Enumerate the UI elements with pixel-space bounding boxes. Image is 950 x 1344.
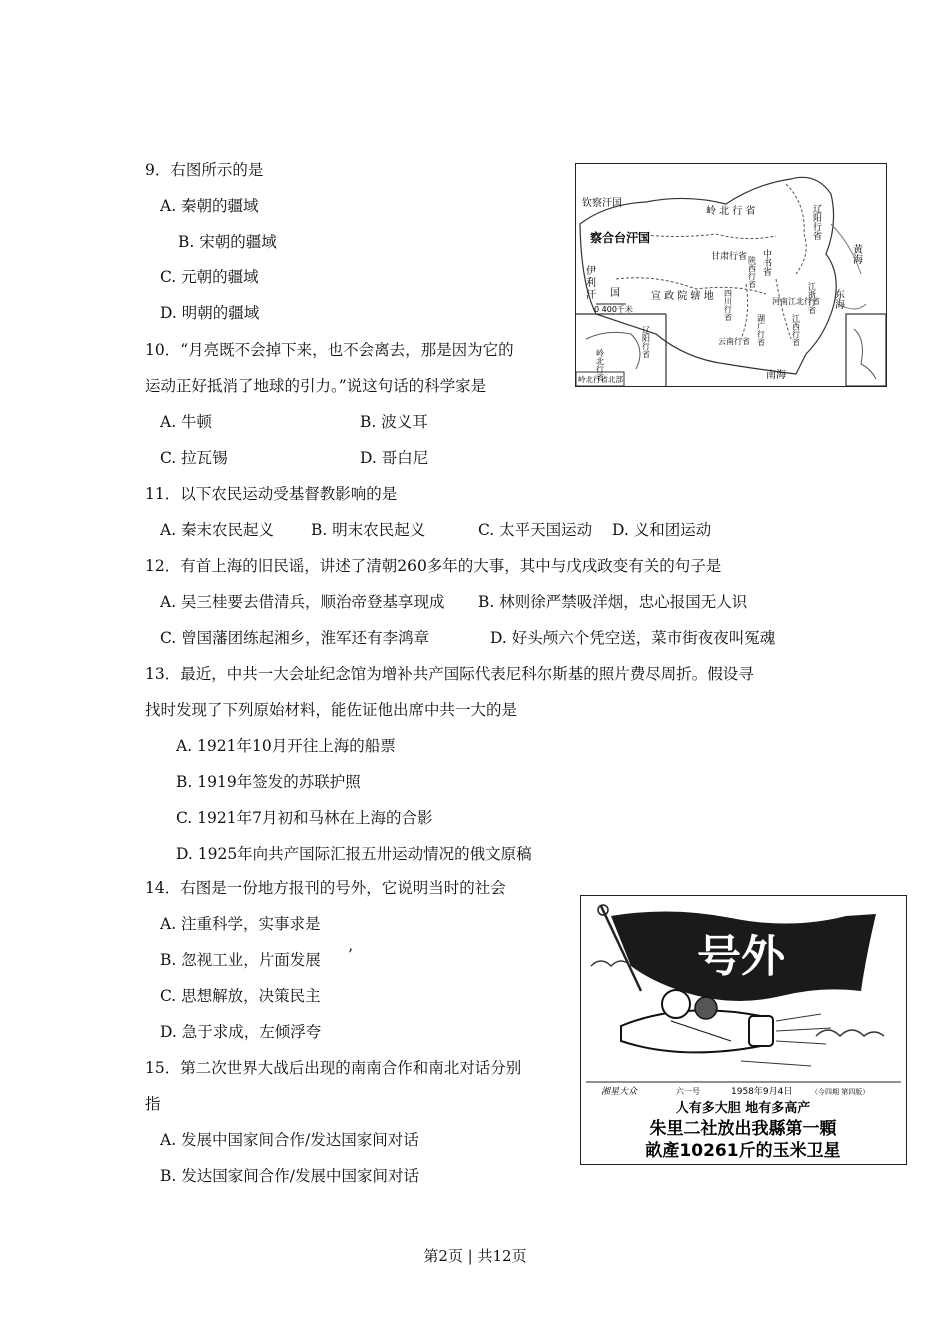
q13-option-b: B. 1919年签发的苏联护照 bbox=[176, 773, 361, 791]
map-label-zhongshu: 中书省 bbox=[761, 249, 771, 276]
map-label-gansu: 甘肃行省 bbox=[711, 252, 748, 262]
q10-option-a: A. 牛顿 bbox=[160, 413, 213, 431]
map-label-xuanzheng: 宣 政 院 辖 地 bbox=[651, 291, 714, 302]
poster-figure-head bbox=[662, 990, 690, 1018]
q15-option-a: A. 发展中国家间合作/发达国家间对话 bbox=[160, 1131, 419, 1149]
poster-headline-2: 朱里二社放出我縣第一顆 bbox=[649, 1119, 837, 1139]
map-label-yunnan: 云南行省 bbox=[718, 337, 750, 346]
q11-option-b: B. 明末农民起义 bbox=[311, 521, 426, 539]
q12-option-c: C. 曾国藩团练起湘乡，淮军还有李鸿章 bbox=[160, 629, 430, 647]
map-label-yili: 伊 bbox=[586, 266, 596, 277]
q10-option-d: D. 哥白尼 bbox=[360, 449, 429, 467]
q9-option-c: C. 元朝的疆域 bbox=[160, 268, 259, 286]
q12-option-a: A. 吴三桂要去借清兵，顺治帝登基享现成 bbox=[160, 593, 445, 611]
q15-stem-line2: 指 bbox=[145, 1095, 161, 1113]
map-label-jiangzhe: 江浙行省 bbox=[807, 282, 817, 314]
q9-option-d: D. 明朝的疆域 bbox=[160, 304, 260, 322]
poster-date: 1958年9月4日 bbox=[731, 1087, 793, 1097]
q13-option-a: A. 1921年10月开往上海的船票 bbox=[176, 737, 396, 755]
q12-option-b: B. 林则徐严禁吸洋烟，忠心报国无人识 bbox=[478, 593, 748, 611]
map-label-lingbei: 岭 北 行 省 bbox=[706, 206, 756, 217]
q10-option-b: B. 波义耳 bbox=[360, 413, 428, 431]
q13-option-c: C. 1921年7月初和马林在上海的合影 bbox=[176, 809, 433, 827]
map-label-guo: 国 bbox=[610, 288, 620, 299]
q14-option-c: C. 思想解放，决策民主 bbox=[160, 987, 321, 1005]
q13-stem-line2: 找时发现了下列原始材料，能佐证他出席中共一大的是 bbox=[145, 701, 518, 719]
q10-stem-line1: 10．“月亮既不会掉下来，也不会离去，那是因为它的 bbox=[145, 341, 514, 359]
map-label-han: 汗 bbox=[586, 290, 596, 301]
q11-option-d: D. 义和团运动 bbox=[612, 521, 712, 539]
q9-option-a: A. 秦朝的疆域 bbox=[160, 197, 259, 215]
q14-option-b: B. 忽视工业，片面发展 bbox=[160, 951, 321, 969]
q12-option-d: D. 好头颅六个凭空送，菜市街夜夜叫冤魂 bbox=[490, 629, 776, 647]
q11-stem: 11．以下农民运动受基督教影响的是 bbox=[145, 485, 398, 503]
map-label-li: 利 bbox=[586, 278, 596, 289]
poster-svg bbox=[581, 896, 906, 1164]
map-label-liaoyang: 辽阳行省 bbox=[811, 204, 821, 240]
poster-headline-1: 人有多大胆 地有多高产 bbox=[675, 1101, 811, 1116]
map-scale-label: 0 400千米 bbox=[594, 305, 633, 314]
q14-option-a: A. 注重科学，实事求是 bbox=[160, 915, 321, 933]
poster-note: （今四期 第四版） bbox=[811, 1088, 870, 1096]
map-label-chahetai: 察合台汗国 bbox=[590, 231, 651, 245]
q9-option-b: B. 宋朝的疆域 bbox=[178, 233, 277, 251]
map-label-sichuan: 四川行省 bbox=[723, 289, 733, 321]
map-svg bbox=[576, 164, 886, 386]
q15-option-b: B. 发达国家间合作/发展中国家间对话 bbox=[160, 1167, 419, 1185]
q11-option-c: C. 太平天国运动 bbox=[478, 521, 593, 539]
poster-masthead: 湘星大众 bbox=[601, 1087, 638, 1097]
map-label-nanhai: 南海 bbox=[766, 370, 786, 381]
q11-option-a: A. 秦末农民起义 bbox=[160, 521, 275, 539]
q12-stem: 12．有首上海的旧民谣，讲述了清朝260多年的大事，其中与戊戌政变有关的句子是 bbox=[145, 557, 722, 575]
q14-stem: 14．右图是一份地方报刊的号外，它说明当时的社会 bbox=[145, 879, 506, 897]
map-label-qincha: 钦察汗国 bbox=[582, 198, 622, 209]
q15-stem-line1: 15．第二次世界大战后出现的南南合作和南北对话分别 bbox=[145, 1059, 522, 1077]
map-label-huguang: 湖广行省 bbox=[756, 314, 766, 346]
q9-stem: 9．右图所示的是 bbox=[145, 161, 264, 179]
poster-headline-3: 畝產10261斤的玉米卫星 bbox=[645, 1141, 841, 1161]
q13-stem-line1: 13．最近，中共一大会址纪念馆为增补共产国际代表尼科尔斯基的照片费尽周折。假设寻 bbox=[145, 665, 754, 683]
map-label-jiangxi: 江西行省 bbox=[791, 314, 801, 346]
map-inset-label-lingbei: 岭北行省 bbox=[595, 349, 605, 381]
poster-issue: 六一号 bbox=[676, 1087, 700, 1096]
map-label-donghai: 东海 bbox=[832, 289, 844, 309]
q10-stem-line2: 运动正好抵消了地球的引力。”说这句话的科学家是 bbox=[145, 377, 487, 395]
q14-option-d: D. 急于求成，左倾浮夸 bbox=[160, 1023, 322, 1041]
q14-stray-mark: ’ bbox=[348, 946, 353, 964]
map-label-huanghai: 黄海 bbox=[850, 244, 862, 264]
map-label-shanxi: 陕西行省 bbox=[747, 256, 757, 288]
page-footer: 第2页 | 共12页 bbox=[423, 1247, 527, 1265]
q10-option-c: C. 拉瓦锡 bbox=[160, 449, 228, 467]
extra-edition-poster bbox=[580, 895, 907, 1165]
map-inset-caption: 岭北行省北部 bbox=[578, 375, 623, 384]
yuan-dynasty-map bbox=[575, 163, 887, 387]
poster-banner-text: 号外 bbox=[697, 931, 785, 982]
map-inset-label-liaoyang: 辽阳行省 bbox=[641, 326, 651, 358]
map-label-henan: 河南江北行省 bbox=[772, 297, 820, 306]
q13-option-d: D. 1925年向共产国际汇报五卅运动情况的俄文原稿 bbox=[176, 845, 532, 863]
